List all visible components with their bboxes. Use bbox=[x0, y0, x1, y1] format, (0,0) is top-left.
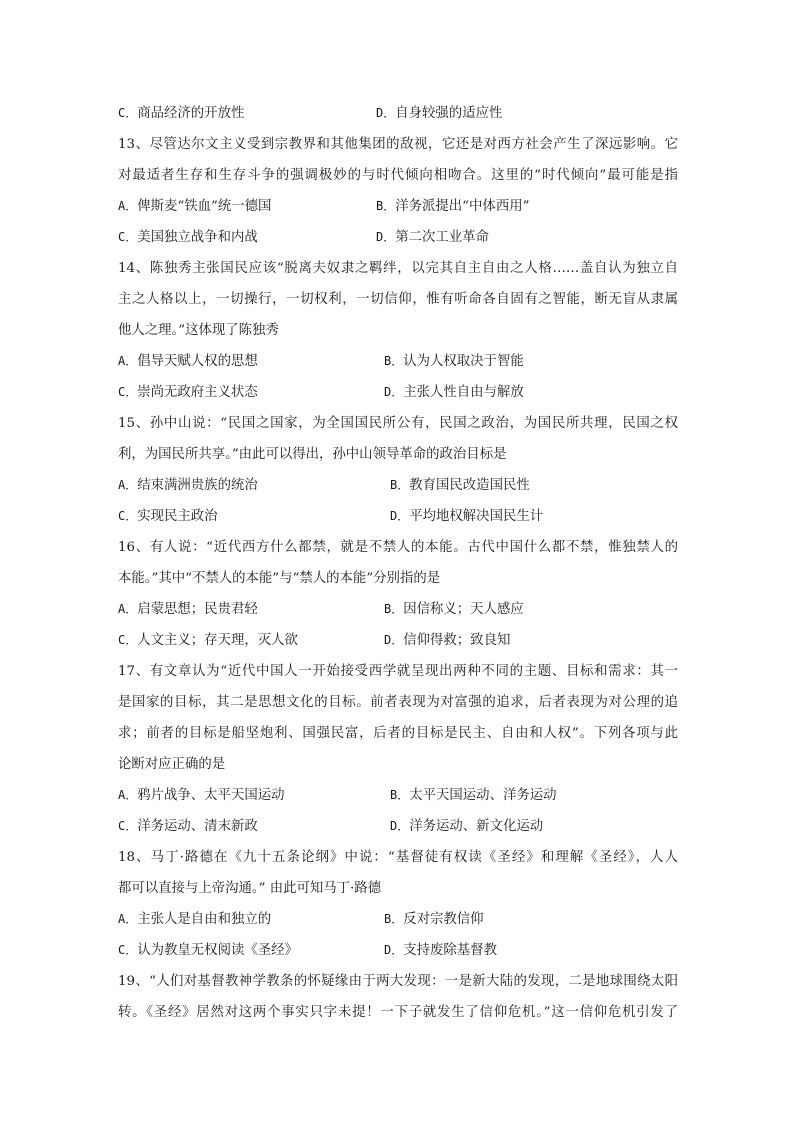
option-a[interactable]: A．倡导天赋人权的思想 bbox=[118, 354, 258, 369]
option-c[interactable]: C．认为教皇无权阅读《圣经》 bbox=[118, 943, 298, 958]
q15-options-row-2 bbox=[118, 501, 678, 532]
option-b[interactable]: B．洋务派提出“中体西用” bbox=[376, 199, 530, 214]
q13-stem-line: 对最适者生存和生存斗争的强调极妙的与时代倾向相吻合。这里的“时代倾向”最可能是指 bbox=[118, 168, 678, 183]
q17-options-row-2 bbox=[118, 811, 678, 842]
option-d[interactable]: D．信仰得救；致良知 bbox=[384, 633, 511, 648]
option-c[interactable]: C．洋务运动、清末新政 bbox=[118, 819, 258, 834]
q14-options-row-1 bbox=[118, 346, 678, 377]
option-a[interactable]: A．启蒙思想；民贵君轻 bbox=[118, 602, 258, 617]
q16-options-row-2 bbox=[118, 625, 678, 656]
exam-page bbox=[118, 98, 678, 1028]
option-c[interactable]: C．实现民主政治 bbox=[118, 509, 218, 524]
q17-stem-line: 17、有文章认为“近代中国人一开始接受西学就呈现出两种不同的主题、目标和需求：其一 bbox=[118, 664, 678, 679]
option-d[interactable]: D．平均地权解决国民生计 bbox=[390, 509, 544, 524]
option-a[interactable]: A．结束满洲贵族的统治 bbox=[118, 478, 258, 493]
option-d[interactable]: D．洋务运动、新文化运动 bbox=[390, 819, 544, 834]
option-c[interactable]: C．美国独立战争和内战 bbox=[118, 230, 258, 245]
q16-options-row-1 bbox=[118, 594, 678, 625]
q18-options-row-2 bbox=[118, 935, 678, 966]
q19-stem-line: 转。《圣经》居然对这两个事实只字未提！一下子就发生了信仰危机。”这一信仰危机引发了 bbox=[118, 1005, 678, 1020]
q16-stem-line: 16、有人说：“近代西方什么都禁，就是不禁人的本能。古代中国什么都不禁，惟独禁人的 bbox=[118, 540, 678, 555]
q16-stem-line: 本能。”其中“不禁人的本能”与“禁人的本能”分别指的是 bbox=[118, 571, 441, 586]
q15-stem-line: 15、孙中山说：“民国之国家，为全国国民所公有，民国之政治，为国民所共理，民国之权 bbox=[118, 416, 678, 431]
q14-stem-line: 14、陈独秀主张国民应该“脱离夫奴隶之羁绊，以完其自主自由之人格……盖自认为独立自 bbox=[118, 261, 678, 276]
q17-options-row-1 bbox=[118, 780, 678, 811]
option-d[interactable]: D．自身较强的适应性 bbox=[376, 106, 503, 121]
q14-stem-line: 主之人格以上，一切操行，一切权利，一切信仰，惟有听命各自固有之智能，断无盲从隶属 bbox=[118, 292, 678, 307]
q13-options-row-1 bbox=[118, 191, 678, 222]
q17-stem-line: 论断对应正确的是 bbox=[118, 757, 226, 772]
q14-options-row-2 bbox=[118, 377, 678, 408]
q17-stem-line: 求；前者的目标是船坚炮利、国强民富，后者的目标是民主、自由和人权”。下列各项与此 bbox=[118, 726, 678, 741]
q15-options-row-1 bbox=[118, 470, 678, 501]
option-d[interactable]: D．第二次工业革命 bbox=[376, 230, 489, 245]
option-d[interactable]: D．主张人性自由与解放 bbox=[384, 385, 524, 400]
option-a[interactable]: A．鸦片战争、太平天国运动 bbox=[118, 788, 285, 803]
q18-stem-line: 18、马丁·路德在《九十五条论纲》中说：“基督徒有权读《圣经》和理解《圣经》，人人 bbox=[118, 850, 678, 865]
q18-options-row-1 bbox=[118, 904, 678, 935]
option-c[interactable]: C．商品经济的开放性 bbox=[118, 106, 245, 121]
q18-stem-line: 都可以直接与上帝沟通。” 由此可知马丁·路德 bbox=[118, 881, 382, 896]
option-d[interactable]: D．支持废除基督教 bbox=[384, 943, 497, 958]
q17-stem-line: 是国家的目标，其二是思想文化的目标。前者表现为对富强的追求，后者表现为对公理的追 bbox=[118, 695, 678, 710]
option-b[interactable]: B．太平天国运动、洋务运动 bbox=[390, 788, 557, 803]
option-b[interactable]: B．反对宗教信仰 bbox=[384, 912, 484, 927]
q12-options-row-2 bbox=[118, 98, 678, 129]
option-c[interactable]: C．崇尚无政府主义状态 bbox=[118, 385, 258, 400]
q19-stem-line: 19、“人们对基督教神学教条的怀疑缘由于两大发现：一是新大陆的发现，二是地球围绕太阳 bbox=[118, 974, 678, 989]
option-b[interactable]: B．因信称义；天人感应 bbox=[384, 602, 524, 617]
option-b[interactable]: B．教育国民改造国民性 bbox=[390, 478, 530, 493]
q13-stem-line: 13、尽管达尔文主义受到宗教界和其他集团的敌视，它还是对西方社会产生了深远影响。它 bbox=[118, 137, 678, 152]
option-c[interactable]: C．人文主义；存天理，灭人欲 bbox=[118, 633, 298, 648]
option-b[interactable]: B．认为人权取决于智能 bbox=[384, 354, 524, 369]
option-a[interactable]: A．俾斯麦“铁血”统一德国 bbox=[118, 199, 272, 214]
q15-stem-line: 利，为国民所共享。”由此可以得出，孙中山领导革命的政治目标是 bbox=[118, 447, 507, 462]
option-a[interactable]: A．主张人是自由和独立的 bbox=[118, 912, 272, 927]
q13-options-row-2 bbox=[118, 222, 678, 253]
q14-stem-line: 他人之理。”这体现了陈独秀 bbox=[118, 323, 279, 338]
